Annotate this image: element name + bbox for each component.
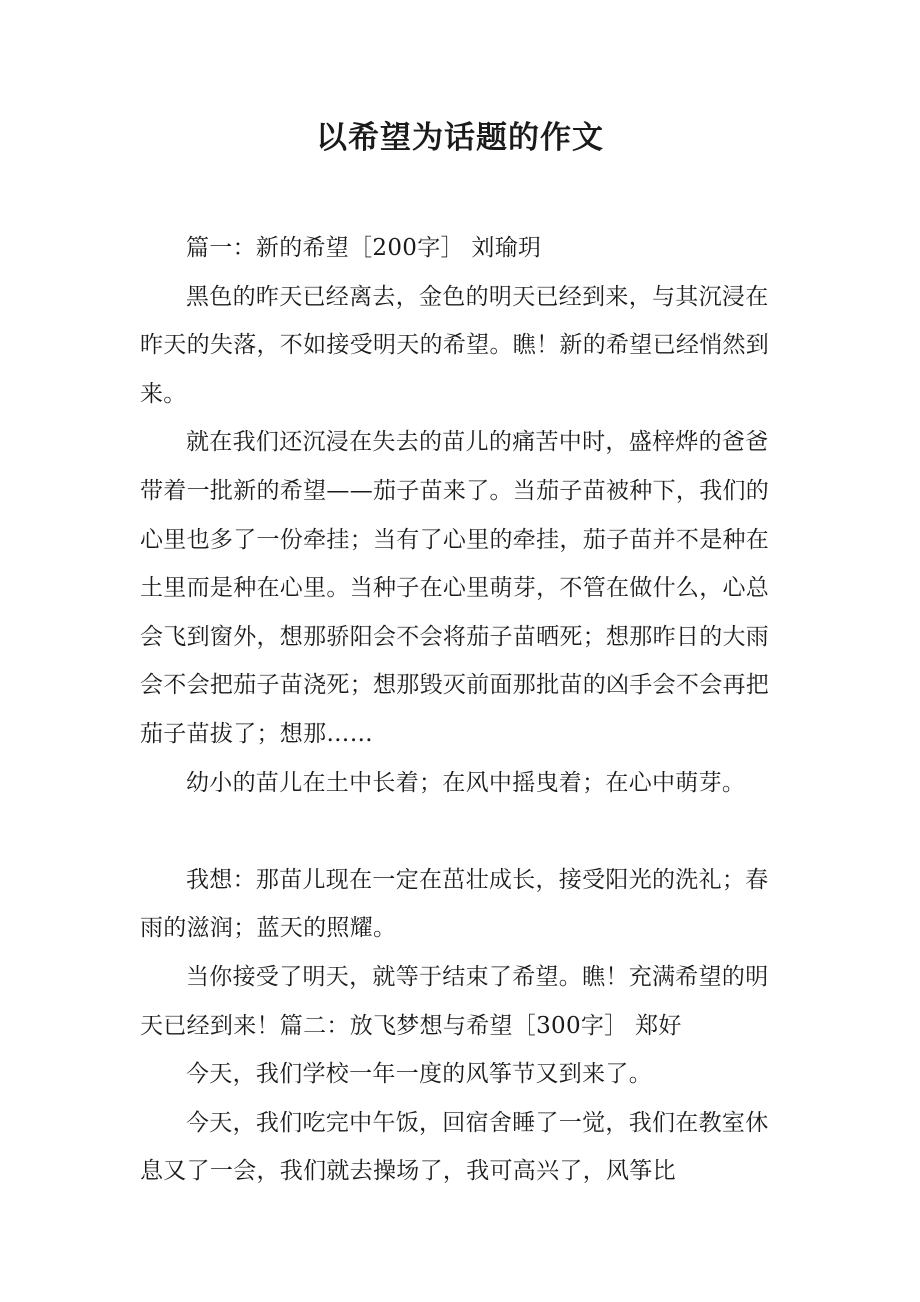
paragraph: 幼小的苗儿在土中长着；在风中摇曳着；在心中萌芽。 bbox=[186, 769, 746, 796]
blank-line bbox=[140, 807, 780, 856]
document-title: 以希望为话题的作文 bbox=[316, 120, 604, 156]
paragraph: 黑色的昨天已经离去，金色的明天已经到来，与其沉浸在昨天的失落，不如接受明天的希望。瞧！新的希望已经悄然到来。 bbox=[140, 283, 770, 407]
document-body bbox=[140, 224, 780, 1196]
paragraph: 当你接受了明天，就等于结束了希望。瞧！充满希望的明天已经到来！篇二：放飞梦想与希望［300字］ 郑好 bbox=[140, 963, 769, 1039]
paragraph: 就在我们还沉浸在失去的苗儿的痛苦中时，盛梓烨的爸爸带着一批新的希望——茄子苗来了。当茄子苗被种下，我们的心里也多了一份牵挂；当有了心里的牵挂，茄子苗并不是种在土里而是种在心里。当种子在心里萌芽，不管在做什么，心总会飞到窗外，想那骄阳会不会将茄子苗晒死；想那昨日的大雨会不会把茄子苗浇死；想那毁灭前面那批苗的凶手会不会再把茄子苗拔了；想那…… bbox=[140, 429, 770, 747]
section-heading-1: 篇一：新的希望［200字］ 刘瑜玥 bbox=[186, 235, 542, 261]
paragraph: 我想：那苗儿现在一定在茁壮成长，接受阳光的洗礼；春雨的滋润；蓝天的照耀。 bbox=[140, 866, 769, 942]
paragraph: 今天，我们吃完中午饭，回宿舍睡了一觉，我们在教室休息又了一会，我们就去操场了，我可高兴了，风筝比 bbox=[140, 1109, 769, 1185]
paragraph: 今天，我们学校一年一度的风筝节又到来了。 bbox=[186, 1061, 652, 1088]
